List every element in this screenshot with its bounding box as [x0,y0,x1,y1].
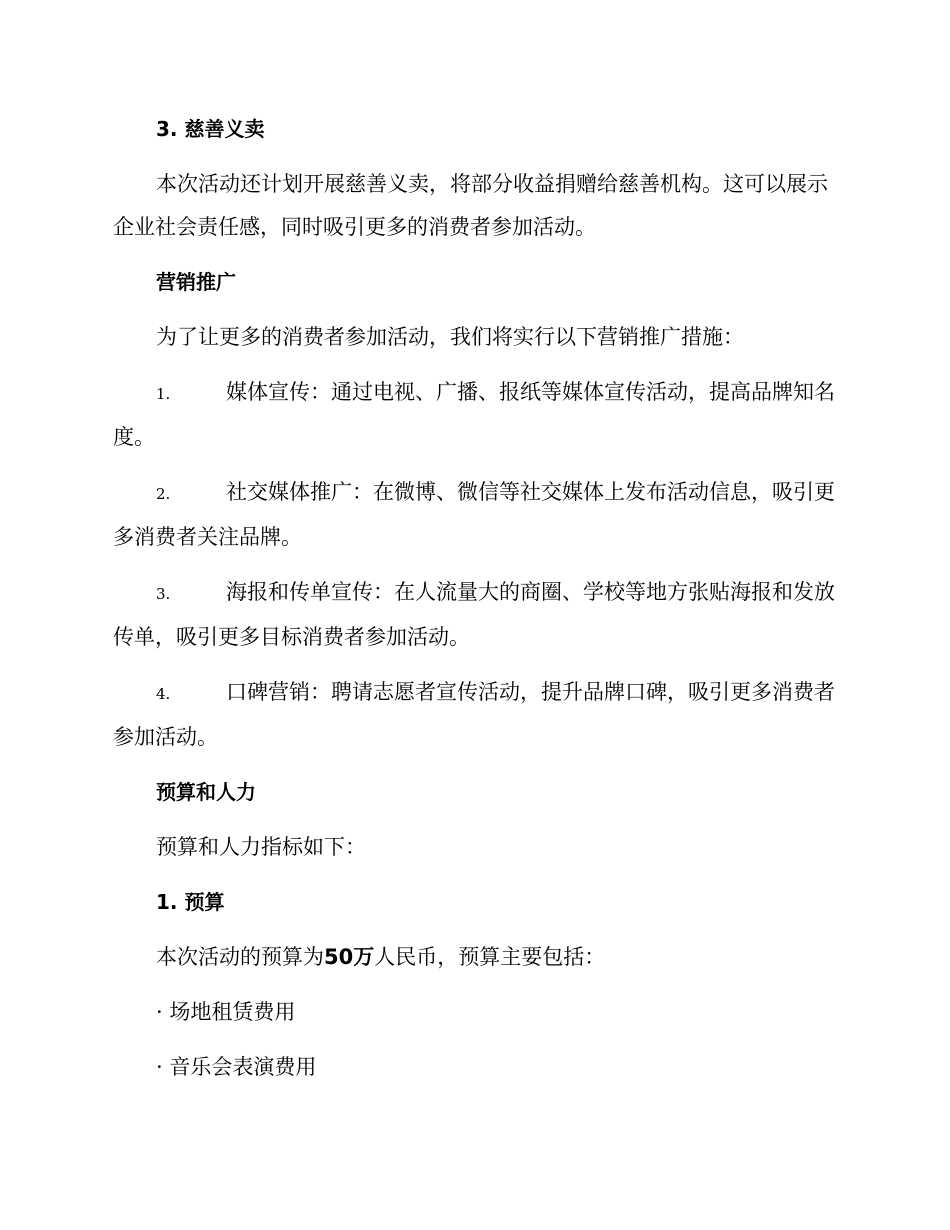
list-item [113,571,837,659]
marketing-intro-paragraph: 为了让更多的消费者参加活动，我们将实行以下营销推广措施： [156,325,744,349]
charity-sale-paragraph: 本次活动还计划开展慈善义卖，将部分收益捐赠给慈善机构。这可以展示企业社会责任感，同时吸引更多的消费者参加活动。 [113,172,828,239]
section-heading-budget: 预算和人力 [156,780,256,804]
list-item [113,371,837,459]
list-number: 2. [156,485,171,503]
document-page [113,108,837,1089]
bullet-item: · 场地租赁费用 [156,1000,296,1024]
list-item-text: 海报和传单宣传：在人流量大的商圈、学校等地方张贴海报和发放传单，吸引更多目标消费者参加活动。 [113,580,835,649]
sub-heading-budget: 1. 预算 [156,890,225,914]
list-item-text: 媒体宣传：通过电视、广播、报纸等媒体宣传活动，提高品牌知名度。 [113,380,835,449]
section-heading-marketing: 营销推广 [156,270,236,294]
budget-intro-paragraph: 预算和人力指标如下： [156,835,366,859]
list-item [113,471,837,559]
list-item-text: 口碑营销：聘请志愿者宣传活动，提升品牌口碑，吸引更多消费者参加活动。 [113,680,835,749]
list-number: 1. [156,385,171,403]
list-item [113,671,837,759]
bullet-item: · 音乐会表演费用 [156,1055,317,1079]
list-number: 3. [156,585,171,603]
budget-amount-paragraph [113,936,837,979]
budget-sentence-after: 人民币，预算主要包括： [374,945,606,969]
list-number: 4. [156,685,171,703]
list-item-text: 社交媒体推广：在微博、微信等社交媒体上发布活动信息，吸引更多消费者关注品牌。 [113,480,835,549]
budget-amount: 50万 [324,945,375,969]
budget-sentence-before: 本次活动的预算为 [156,945,324,969]
section-heading-charity-sale: 3. 慈善义卖 [156,117,265,141]
